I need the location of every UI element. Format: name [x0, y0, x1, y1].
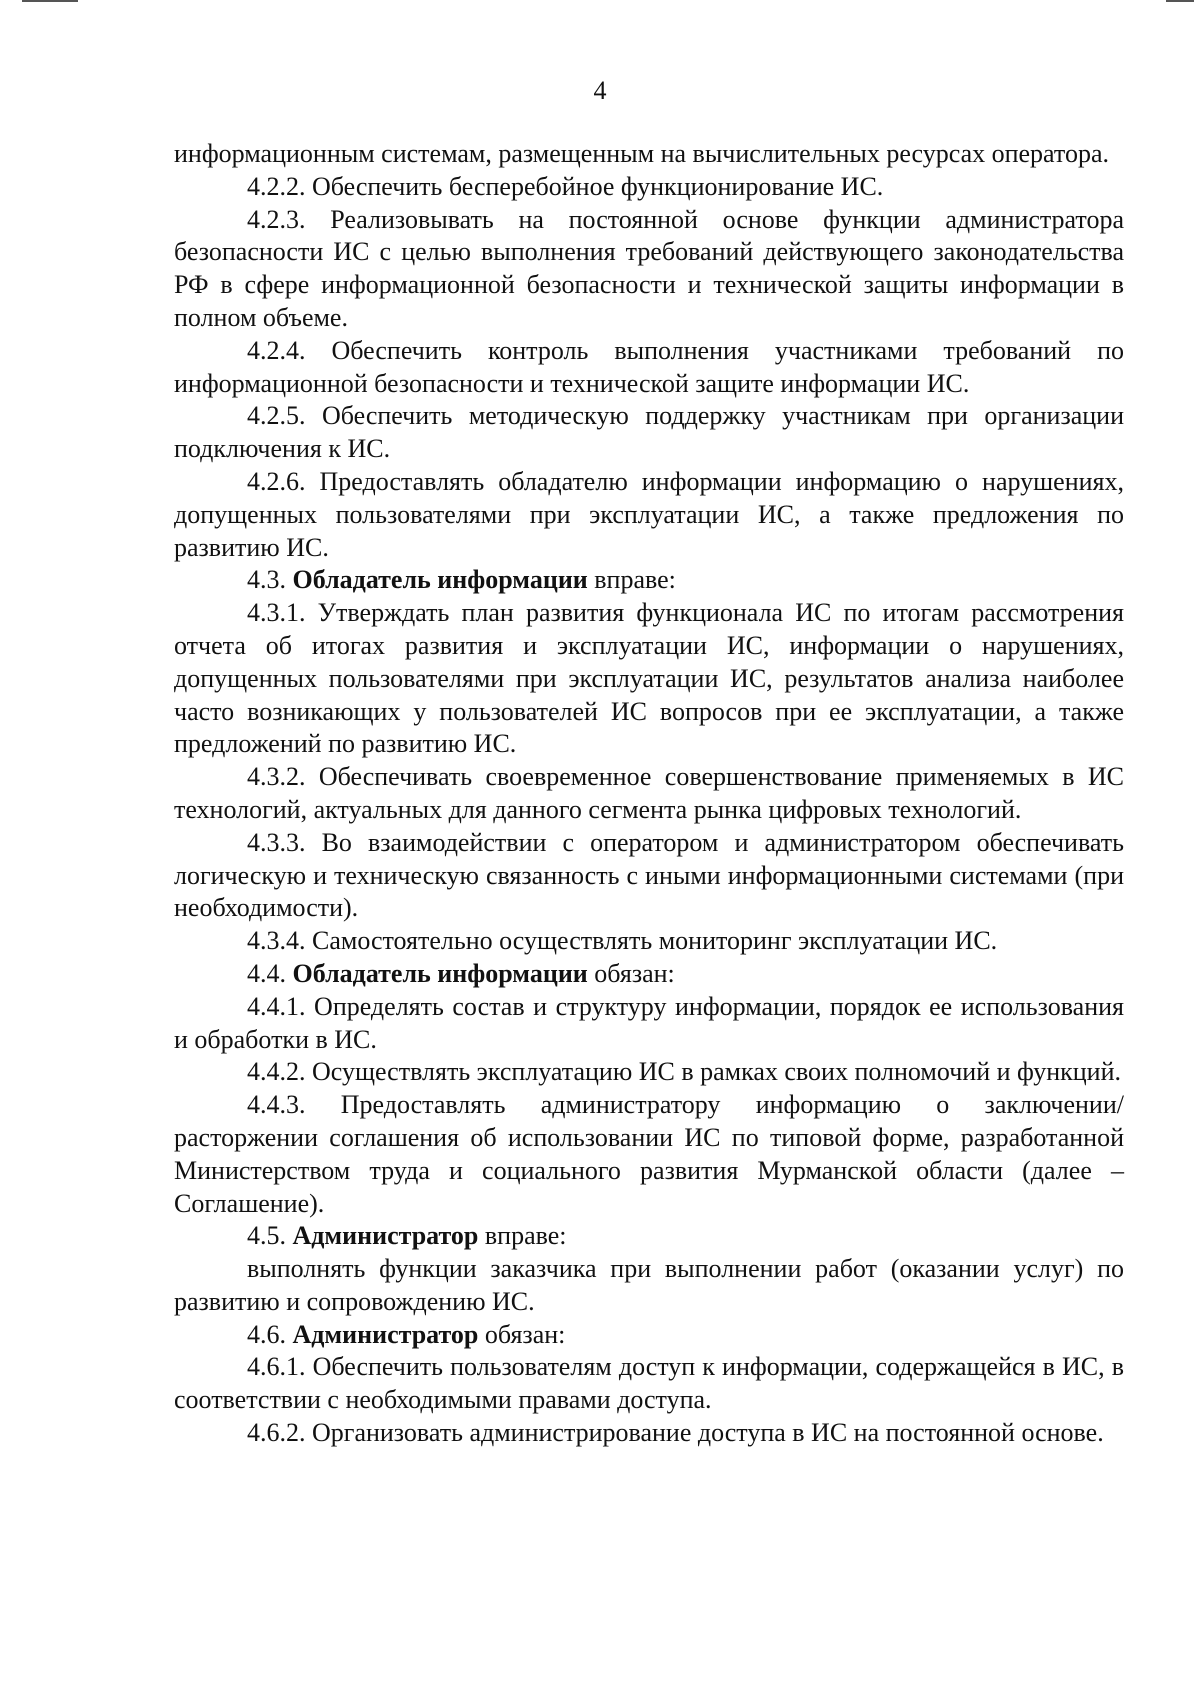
scan-artifact-top-left	[22, 0, 78, 2]
section-heading-4-5	[174, 1220, 1124, 1253]
section-number: 4.5.	[247, 1221, 286, 1251]
section-verb: вправе:	[594, 565, 676, 595]
section-subject: Администратор	[292, 1221, 479, 1251]
paragraph-4-3-1: 4.3.1. Утверждать план развития функционала ИС по итогам рассмотрения отчета об итогах развития и эксплуатации ИС, информации о нарушениях, допущенных пользователями при эксплуатации ИС, результатов анализа наиболее часто возникающих у пользователей ИС вопросов при ее эксплуатации, а также предложений по развитию ИС.	[174, 598, 1124, 759]
section-subject: Обладатель информации	[292, 958, 588, 988]
paragraph-4-4-3: 4.4.3. Предоставлять администратору информацию о заключении/расторжении соглашения об использовании ИС по типовой форме, разработанной Министерством труда и социального развития Мурманской области (далее – Соглашение).	[174, 1090, 1124, 1218]
section-subject: Администратор	[292, 1319, 479, 1349]
paragraph-4-4-2: 4.4.2. Осуществлять эксплуатацию ИС в рамках своих полномочий и функций.	[247, 1057, 1122, 1087]
section-number: 4.6.	[247, 1319, 286, 1349]
section-verb: вправе:	[484, 1221, 567, 1251]
paragraph-4-2-6: 4.2.6. Предоставлять обладателю информации информацию о нарушениях, допущенных пользователями при эксплуатации ИС, а также предложения по развитию ИС.	[174, 466, 1124, 562]
paragraph-4-2-5: 4.2.5. Обеспечить методическую поддержку участникам при организации подключения к ИС.	[174, 401, 1124, 464]
paragraph-4-3-3: 4.3.3. Во взаимодействии с оператором и администратором обеспечивать логическую и техническую связанность с иными информационными системами (при необходимости).	[174, 827, 1124, 923]
scan-artifact-top-right	[1166, 0, 1194, 2]
document-body	[174, 138, 1124, 1450]
paragraph-4-2-3: 4.2.3. Реализовывать на постоянной основе функции администратора безопасности ИС с целью выполнения требований действующего законодательства РФ в сфере информационной безопасности и технической защиты информации в полном объеме.	[174, 204, 1124, 332]
page-number: 4	[593, 76, 607, 105]
section-number: 4.3.	[247, 565, 286, 595]
paragraph-4-2-2: 4.2.2. Обеспечить бесперебойное функционирование ИС.	[247, 171, 884, 201]
section-number: 4.4.	[247, 958, 286, 988]
paragraph-4-3-4: 4.3.4. Самостоятельно осуществлять мониторинг эксплуатации ИС.	[247, 926, 998, 956]
paragraph-4-6-2: 4.6.2. Организовать администрирование доступа в ИС на постоянной основе.	[247, 1418, 1104, 1448]
paragraph-4-4-1: 4.4.1. Определять состав и структуру информации, порядок ее использования и обработки в ИС.	[174, 991, 1124, 1054]
paragraph-4-3-2: 4.3.2. Обеспечивать своевременное совершенствование применяемых в ИС технологий, актуальных для данного сегмента рынка цифровых технологий.	[174, 762, 1124, 824]
section-heading-4-6	[174, 1319, 1124, 1352]
section-heading-4-4	[174, 958, 1124, 991]
paragraph-4-2-4: 4.2.4. Обеспечить контроль выполнения участниками требований по информационной безопасности и технической защите информации ИС.	[174, 335, 1124, 398]
paragraph-4-5-body: выполнять функции заказчика при выполнении работ (оказании услуг) по развитию и сопровождению ИС.	[174, 1254, 1124, 1316]
section-verb: обязан:	[484, 1319, 566, 1349]
section-subject: Обладатель информации	[292, 565, 588, 595]
section-verb: обязан:	[594, 958, 675, 988]
paragraph-continuation: информационным системам, размещенным на вычислительных ресурсах оператора.	[174, 139, 1109, 168]
paragraph-4-6-1: 4.6.1. Обеспечить пользователям доступ к информации, содержащейся в ИС, в соответствии с необходимыми правами доступа.	[174, 1352, 1124, 1415]
section-heading-4-3	[174, 564, 1124, 597]
